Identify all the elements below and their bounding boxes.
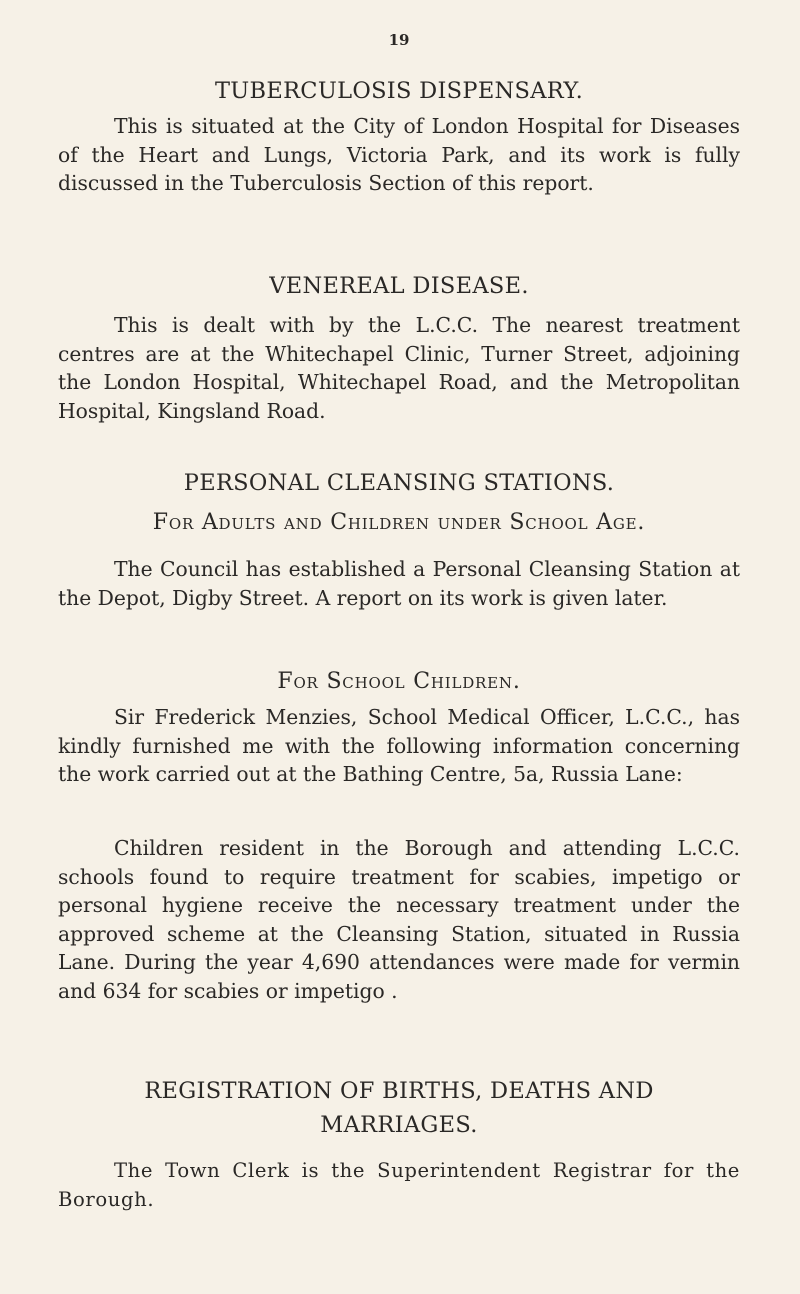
page-number: 19	[388, 31, 410, 49]
school-children-subheading: For School Children.	[277, 669, 521, 694]
tuberculosis-dispensary-heading: TUBERCULOSIS DISPENSARY.	[214, 78, 584, 104]
cleansing-station-paragraph: The Council has established a Personal Cleansing Station at the Depot, Digby Street. A report on its work is given later.	[58, 557, 740, 610]
venereal-disease-heading: VENEREAL DISEASE.	[269, 273, 529, 299]
school-treatment-paragraph: Children resident in the Borough and attending L.C.C. schools found to require treatment for scabies, impetigo or personal hygiene receive the necessary treatment under the approved scheme at the Cleansing Station, situated in Russia Lane. During the year 4,690 attendances were made for vermin and 634 for scabies or impetigo .	[58, 836, 740, 1003]
adults-children-subheading: For Adults and Children under School Age.	[152, 510, 646, 535]
registration-heading: REGISTRATION OF BIRTHS, DEATHS AND MARRIAGES.	[144, 1078, 654, 1138]
personal-cleansing-stations-heading: PERSONAL CLEANSING STATIONS.	[183, 470, 615, 496]
registration-paragraph: The Town Clerk is the Superintendent Registrar for the Borough.	[58, 1159, 740, 1211]
bathing-centre-paragraph: Sir Frederick Menzies, School Medical Officer, L.C.C., has kindly furnished me with the following information concerning the work carried out at the Bathing Centre, 5a, Russia Lane:	[58, 705, 740, 787]
venereal-disease-paragraph: This is dealt with by the L.C.C. The nearest treatment centres are at the Whitechapel Clinic, Turner Street, adjoining the London Hospital, Whitechapel Road, and the Metropolitan Hospital, Kingsland Road.	[58, 313, 740, 423]
tuberculosis-dispensary-paragraph: This is situated at the City of London Hospital for Diseases of the Heart and Lungs, Victoria Park, and its work is fully discussed in the Tuberculosis Section of this report.	[58, 114, 740, 196]
